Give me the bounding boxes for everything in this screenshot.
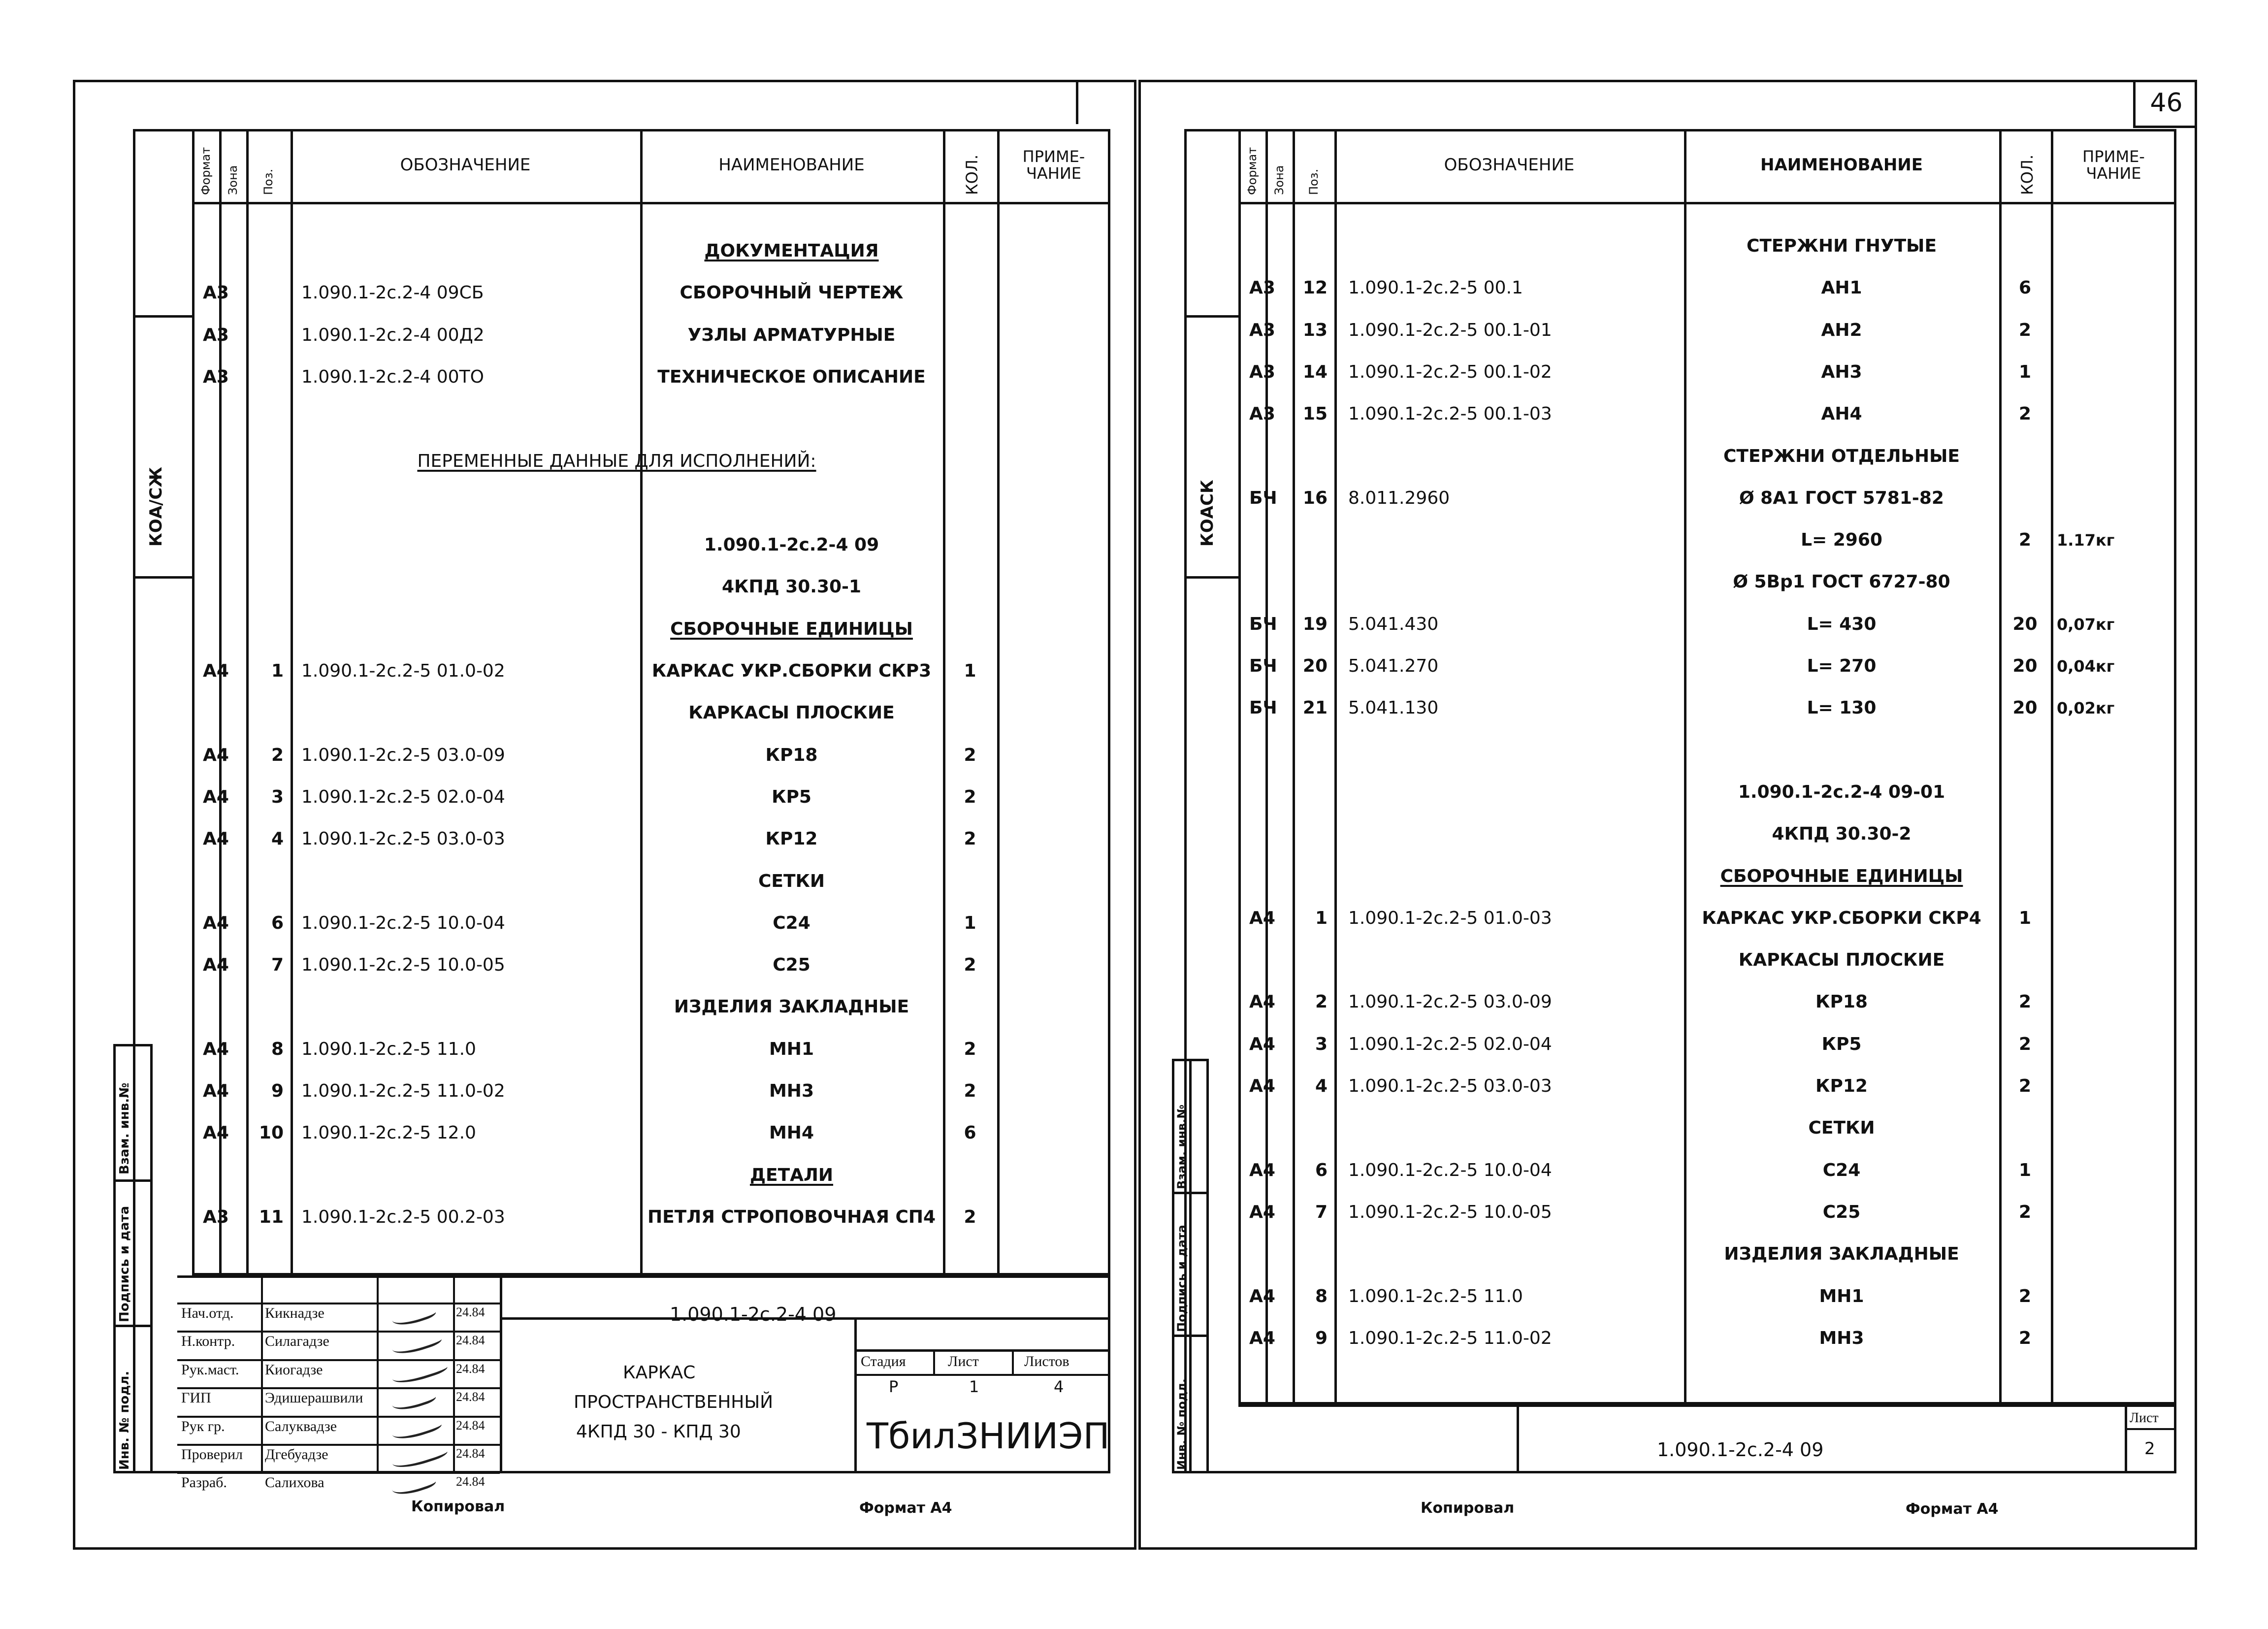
right-row-pos: 20: [1302, 656, 1328, 676]
right-row-name: АН1: [1821, 278, 1862, 298]
right-row-pos: 7: [1315, 1202, 1328, 1222]
right-row-qty: 2: [2018, 1286, 2032, 1306]
right-row-name: L= 2960: [1801, 530, 1882, 551]
left-row-name: КР5: [772, 786, 811, 807]
right-row-name: 4КПД 30.30-2: [1772, 824, 1912, 845]
right-footer-sheet-label: Лист: [2130, 1410, 2159, 1426]
left-row-pos: 1: [271, 661, 284, 681]
left-row-designation: 1.090.1-2с.2-5 00.2-03: [301, 1206, 505, 1227]
title-line-3: 4КПД 30 - КПД 30: [576, 1422, 741, 1442]
right-row-name: МН3: [1819, 1328, 1864, 1348]
right-inv-label: Инв. № подл.: [1175, 1378, 1189, 1470]
left-row-qty: 2: [964, 955, 976, 976]
right-row-qty: 2: [2018, 1202, 2032, 1222]
left-row-name: 4КПД 30.30-1: [721, 577, 862, 597]
right-format-label: Формат А4: [1906, 1500, 1999, 1518]
right-row-pos: 6: [1315, 1160, 1328, 1180]
left-row-pos: 7: [271, 955, 284, 976]
organization: ТбилЗНИИЭП: [867, 1415, 1110, 1457]
right-row-qty: 2: [2018, 992, 2032, 1012]
left-row-format: А3: [203, 1206, 229, 1227]
left-row-format: А4: [203, 1039, 229, 1059]
left-row-designation: 1.090.1-2с.2-5 03.0-03: [301, 829, 505, 849]
left-row-format: А3: [203, 283, 229, 303]
left-row-name: КАРКАС УКР.СБОРКИ СКР3: [651, 661, 932, 681]
left-row-format: А3: [203, 325, 229, 345]
right-row-format: А3: [1249, 361, 1275, 382]
right-row-format: БЧ: [1249, 656, 1277, 676]
left-row-qty: 2: [964, 1081, 976, 1101]
right-row-qty: 20: [2012, 656, 2038, 676]
right-row-designation: 1.090.1-2с.2-5 11.0-02: [1348, 1328, 1552, 1348]
right-row-name: АН3: [1821, 361, 1862, 382]
right-row-format: БЧ: [1249, 488, 1277, 508]
right-row-qty: 6: [2018, 278, 2032, 298]
right-header-qty: КОЛ.: [2017, 154, 2037, 195]
right-row-designation: 8.011.2960: [1348, 488, 1450, 508]
right-row-format: А3: [1249, 404, 1275, 424]
right-footer-code: 1.090.1-2с.2-4 09: [1657, 1439, 1824, 1461]
right-row-note: 0,02кг: [2057, 699, 2115, 718]
right-row-pos: 21: [1302, 698, 1328, 718]
right-row-designation: 1.090.1-2с.2-5 10.0-05: [1348, 1202, 1552, 1222]
left-row-designation: 1.090.1-2с.2-5 10.0-04: [301, 912, 505, 933]
right-row-format: А4: [1249, 1034, 1275, 1054]
right-row-qty: 20: [2012, 614, 2038, 634]
left-row-qty: 6: [964, 1123, 976, 1143]
left-header-qty: КОЛ.: [963, 154, 981, 195]
left-row-format: А4: [203, 661, 229, 681]
right-row-pos: 15: [1302, 404, 1328, 424]
left-row-designation: 1.090.1-2с.2-5 11.0: [301, 1039, 476, 1059]
right-row-name: С25: [1822, 1202, 1861, 1222]
right-row-format: А4: [1249, 1202, 1275, 1222]
left-row-name: ДОКУМЕНТАЦИЯ: [704, 241, 879, 261]
left-row-name: УЗЛЫ АРМАТУРНЫЕ: [687, 325, 896, 345]
right-row-designation: 5.041.130: [1348, 698, 1439, 718]
left-row-pos: 6: [271, 912, 284, 933]
right-row-pos: 1: [1315, 908, 1328, 928]
left-row-name: ДЕТАЛИ: [749, 1165, 834, 1185]
right-row-name: СБОРОЧНЫЕ ЕДИНИЦЫ: [1720, 866, 1963, 886]
staff-role: ГИП: [181, 1390, 211, 1406]
left-row-name: МН4: [769, 1123, 814, 1143]
left-row-designation: 1.090.1-2с.2-5 03.0-09: [301, 745, 505, 765]
staff-name: Салуквадзе: [265, 1418, 337, 1434]
left-row-pos: 8: [271, 1039, 284, 1059]
right-row-qty: 2: [2018, 530, 2032, 551]
left-row-name: СБОРОЧНЫЕ ЕДИНИЦЫ: [670, 619, 913, 639]
right-row-pos: 8: [1315, 1286, 1328, 1306]
right-row-designation: 1.090.1-2с.2-5 10.0-04: [1348, 1160, 1552, 1180]
left-format-label: Формат А4: [859, 1499, 952, 1517]
left-row-qty: 2: [964, 1039, 976, 1059]
sheets-label: Листов: [1024, 1353, 1069, 1369]
right-copied-label: Копировал: [1421, 1499, 1515, 1517]
right-row-format: А3: [1249, 320, 1275, 340]
staff-role: Рук гр.: [181, 1418, 225, 1434]
left-row-designation: 1.090.1-2с.2-4 09СБ: [301, 283, 484, 303]
left-koasch-label: КОА/СЖ: [146, 467, 166, 547]
staff-role: Рук.маст.: [181, 1361, 239, 1378]
right-row-designation: 1.090.1-2с.2-5 00.1-03: [1348, 404, 1552, 424]
staff-role: Нач.отд.: [181, 1305, 234, 1321]
left-row-qty: 1: [964, 912, 976, 933]
right-row-pos: 12: [1302, 278, 1328, 298]
right-row-format: А4: [1249, 908, 1275, 928]
staff-name: Кикнадзе: [265, 1305, 324, 1321]
right-row-format: БЧ: [1249, 614, 1277, 634]
left-row-name: ТЕХНИЧЕСКОЕ ОПИСАНИЕ: [657, 366, 926, 387]
left-row-name: СЕТКИ: [758, 871, 825, 891]
right-row-name: L= 130: [1807, 698, 1877, 718]
right-row-designation: 1.090.1-2с.2-5 02.0-04: [1348, 1034, 1552, 1054]
staff-date: 24.84: [456, 1474, 485, 1489]
left-row-format: А4: [203, 955, 229, 976]
right-row-format: БЧ: [1249, 698, 1277, 718]
left-copied-label: Копировал: [411, 1498, 505, 1515]
right-row-format: А4: [1249, 1286, 1275, 1306]
staff-name: Салихова: [265, 1474, 324, 1491]
right-header-designation: ОБОЗНАЧЕНИЕ: [1444, 155, 1575, 175]
right-row-pos: 14: [1302, 361, 1328, 382]
right-row-qty: 20: [2012, 698, 2038, 718]
left-row-heading: ПЕРЕМЕННЫЕ ДАННЫЕ ДЛЯ ИСПОЛНЕНИЙ:: [417, 451, 816, 471]
staff-date: 24.84: [456, 1446, 485, 1461]
right-row-name: СЕТКИ: [1808, 1118, 1875, 1139]
right-row-format: А4: [1249, 1076, 1275, 1096]
right-row-note: 0,07кг: [2057, 615, 2115, 634]
page-number-box: [2133, 80, 2197, 128]
sheet-label: Лист: [948, 1353, 979, 1369]
staff-date: 24.84: [456, 1418, 485, 1433]
title-line-2: ПРОСТРАНСТВЕННЫЙ: [574, 1392, 774, 1412]
left-row-designation: 1.090.1-2с.2-5 12.0: [301, 1123, 476, 1143]
right-koasch-label: КОАСК: [1198, 480, 1217, 547]
left-row-designation: 1.090.1-2с.2-4 00Д2: [301, 325, 485, 345]
right-row-qty: 2: [2018, 1328, 2032, 1348]
right-header-format: Формат: [1245, 147, 1259, 195]
right-header-note: ПРИМЕ- ЧАНИЕ: [2082, 147, 2145, 183]
right-row-name: МН1: [1819, 1286, 1864, 1306]
right-row-name: Ø 8А1 ГОСТ 5781-82: [1739, 488, 1944, 508]
right-row-qty: 2: [2018, 404, 2032, 424]
left-row-name: 1.090.1-2с.2-4 09: [704, 535, 879, 555]
left-vzam-label: Взам. инв.№: [117, 1082, 132, 1174]
right-row-note: 1.17кг: [2057, 531, 2115, 550]
left-row-format: А4: [203, 745, 229, 765]
right-row-designation: 1.090.1-2с.2-5 00.1: [1348, 278, 1523, 298]
left-row-designation: 1.090.1-2с.2-5 01.0-02: [301, 661, 505, 681]
right-row-pos: 13: [1302, 320, 1328, 340]
left-header-zone: Зона: [226, 165, 240, 195]
sheet-value: 1: [969, 1377, 979, 1396]
right-row-name: КР12: [1815, 1076, 1868, 1096]
right-row-format: А4: [1249, 992, 1275, 1012]
right-row-designation: 5.041.430: [1348, 614, 1439, 634]
left-row-pos: 11: [259, 1206, 284, 1227]
left-row-format: А4: [203, 912, 229, 933]
left-row-name: КР18: [765, 745, 818, 765]
left-row-name: КР12: [765, 829, 818, 849]
right-row-name: L= 430: [1807, 614, 1877, 634]
staff-date: 24.84: [456, 1390, 485, 1404]
right-row-name: АН4: [1821, 404, 1862, 424]
staff-name: Дгебуадзе: [265, 1446, 328, 1463]
left-row-qty: 1: [964, 661, 976, 681]
staff-name: Киогадзе: [265, 1361, 323, 1378]
right-row-qty: 1: [2018, 908, 2032, 928]
left-row-designation: 1.090.1-2с.2-5 02.0-04: [301, 786, 505, 807]
right-row-format: А3: [1249, 278, 1275, 298]
right-row-designation: 1.090.1-2с.2-5 00.1-01: [1348, 320, 1552, 340]
left-row-format: А4: [203, 829, 229, 849]
right-row-name: ИЗДЕЛИЯ ЗАКЛАДНЫЕ: [1724, 1244, 1959, 1265]
right-row-designation: 1.090.1-2с.2-5 01.0-03: [1348, 908, 1552, 928]
right-row-qty: 2: [2018, 1076, 2032, 1096]
left-row-name: С25: [773, 955, 810, 976]
right-footer-sheet: 2: [2144, 1439, 2155, 1459]
right-row-name: КР5: [1821, 1034, 1862, 1054]
left-row-name: С24: [773, 912, 810, 933]
right-row-name: 1.090.1-2с.2-4 09-01: [1738, 782, 1945, 802]
right-row-qty: 1: [2018, 1160, 2032, 1180]
right-row-pos: 2: [1315, 992, 1328, 1012]
left-row-qty: 2: [964, 1206, 976, 1227]
left-row-format: А4: [203, 786, 229, 807]
right-row-pos: 9: [1315, 1328, 1328, 1348]
right-sign-label: Подпись и дата: [1175, 1225, 1189, 1332]
right-header-pos: Поз.: [1306, 168, 1321, 195]
title-block-code: 1.090.1-2с.2-4 09: [670, 1303, 837, 1325]
right-row-pos: 19: [1302, 614, 1328, 634]
staff-name: Силагадзе: [265, 1333, 329, 1350]
left-row-qty: 2: [964, 745, 976, 765]
right-row-designation: 5.041.270: [1348, 656, 1439, 676]
staff-role: Н.контр.: [181, 1333, 235, 1350]
left-row-qty: 2: [964, 786, 976, 807]
left-row-pos: 2: [271, 745, 284, 765]
left-row-name: МН1: [769, 1039, 814, 1059]
right-row-name: АН2: [1821, 320, 1862, 340]
title-line-1: КАРКАС: [623, 1363, 696, 1383]
stage-label: Стадия: [861, 1353, 906, 1369]
right-vzam-label: Взам. инв.№: [1175, 1104, 1189, 1189]
right-row-designation: 1.090.1-2с.2-5 11.0: [1348, 1286, 1523, 1306]
staff-date: 24.84: [456, 1361, 485, 1376]
left-row-designation: 1.090.1-2с.2-4 00ТО: [301, 366, 484, 387]
staff-date: 24.84: [456, 1333, 485, 1348]
left-header-note: ПРИМЕ- ЧАНИЕ: [1022, 147, 1085, 183]
staff-name: Эдишерашвили: [265, 1390, 363, 1406]
left-row-designation: 1.090.1-2с.2-5 11.0-02: [301, 1081, 505, 1101]
left-header-pos: Поз.: [261, 168, 275, 195]
left-row-pos: 4: [271, 829, 284, 849]
right-row-format: А4: [1249, 1328, 1275, 1348]
left-row-pos: 9: [271, 1081, 284, 1101]
left-sign-label: Подпись и дата: [117, 1205, 132, 1322]
right-row-pos: 3: [1315, 1034, 1328, 1054]
right-row-designation: 1.090.1-2с.2-5 03.0-09: [1348, 992, 1552, 1012]
stage-value: Р: [889, 1377, 899, 1396]
left-row-pos: 3: [271, 786, 284, 807]
left-header-format: Формат: [198, 147, 213, 195]
left-row-name: ПЕТЛЯ СТРОПОВОЧНАЯ СП4: [647, 1206, 936, 1227]
left-row-format: А4: [203, 1081, 229, 1101]
staff-date: 24.84: [456, 1305, 485, 1319]
right-row-qty: 1: [2018, 361, 2032, 382]
left-row-name: ИЗДЕЛИЯ ЗАКЛАДНЫЕ: [674, 997, 909, 1017]
left-row-qty: 2: [964, 829, 976, 849]
right-row-format: А4: [1249, 1160, 1275, 1180]
left-row-designation: 1.090.1-2с.2-5 10.0-05: [301, 955, 505, 976]
left-row-name: МН3: [769, 1081, 814, 1101]
right-row-pos: 4: [1315, 1076, 1328, 1096]
right-row-name: Ø 5Вр1 ГОСТ 6727-80: [1733, 572, 1950, 592]
right-row-qty: 2: [2018, 1034, 2032, 1054]
left-row-format: А4: [203, 1123, 229, 1143]
right-row-name: С24: [1822, 1160, 1861, 1180]
left-header-name: НАИМЕНОВАНИЕ: [718, 155, 865, 175]
right-row-pos: 16: [1302, 488, 1328, 508]
left-row-format: А3: [203, 366, 229, 387]
right-row-name: СТЕРЖНИ ОТДЕЛЬНЫЕ: [1723, 446, 1960, 466]
right-row-name: КАРКАС УКР.СБОРКИ СКР4: [1702, 908, 1981, 928]
right-row-name: КР18: [1815, 992, 1868, 1012]
left-row-name: КАРКАСЫ ПЛОСКИЕ: [688, 703, 895, 723]
right-header-zone: Зона: [1272, 165, 1286, 195]
left-row-name: СБОРОЧНЫЙ ЧЕРТЕЖ: [680, 283, 904, 303]
sheets-value: 4: [1054, 1377, 1064, 1396]
staff-role: Проверил: [181, 1446, 243, 1463]
right-row-name: КАРКАСЫ ПЛОСКИЕ: [1738, 950, 1945, 971]
left-inv-label: Инв. № подл.: [117, 1370, 132, 1470]
right-row-qty: 2: [2018, 320, 2032, 340]
right-row-designation: 1.090.1-2с.2-5 03.0-03: [1348, 1076, 1552, 1096]
right-row-name: СТЕРЖНИ ГНУТЫЕ: [1746, 236, 1937, 256]
right-header-name: НАИМЕНОВАНИЕ: [1760, 155, 1923, 175]
right-row-designation: 1.090.1-2с.2-5 00.1-02: [1348, 361, 1552, 382]
page-number: 46: [2150, 88, 2183, 118]
right-row-note: 0,04кг: [2057, 657, 2115, 676]
left-row-pos: 10: [259, 1123, 284, 1143]
left-header-designation: ОБОЗНАЧЕНИЕ: [400, 155, 531, 175]
staff-role: Разраб.: [181, 1474, 227, 1491]
right-row-name: L= 270: [1807, 656, 1877, 676]
